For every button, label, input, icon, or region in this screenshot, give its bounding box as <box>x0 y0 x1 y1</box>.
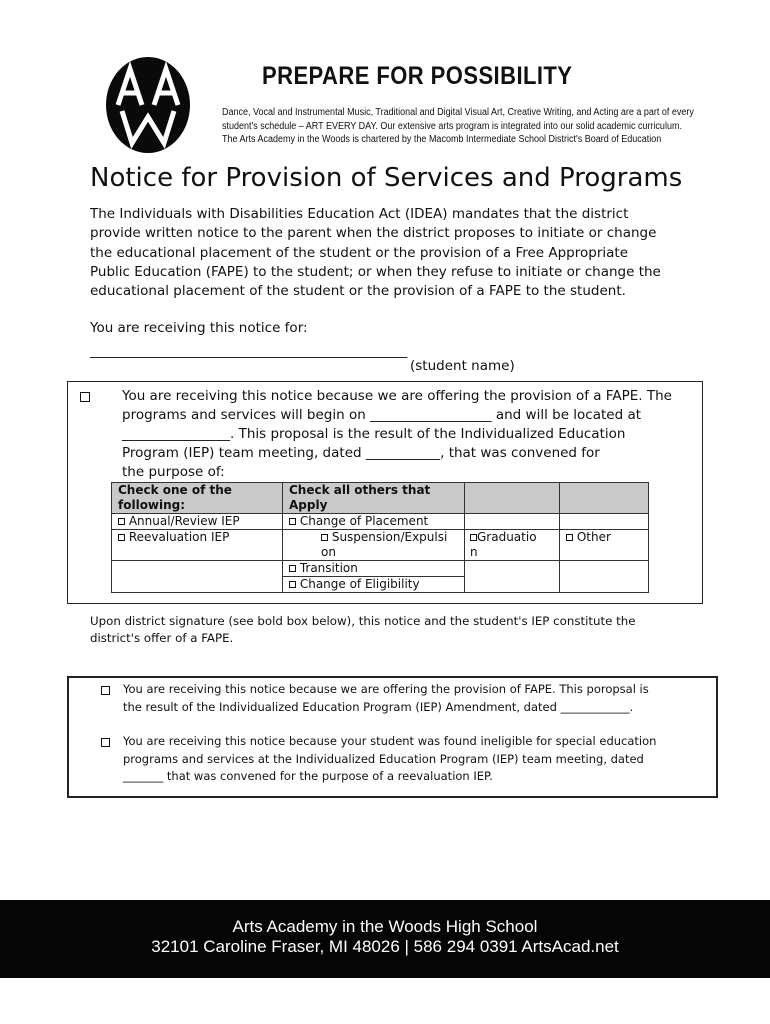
intro-paragraph: The Individuals with Disabilities Education Act (IDEA) mandates that the district provide written notice to the parent when the district proposes to initiate or change the educational placement of the student or the provision of a Free Appropriate Public Education (FAPE) to the student; or when they refuse to initiate or change the educational placement of the student or the provision of a FAPE to the student. <box>90 206 661 300</box>
tagline-title: PREPARE FOR POSSIBILITY <box>262 62 573 90</box>
footer-school-name: Arts Academy in the Woods High School <box>232 917 538 936</box>
ineligible-text: You are receiving this notice because your student was found ineligible for special education programs and services at the Individualized Education Program (IEP) team meeting, dated _______ that was convened for the purpose of a reevaluation IEP. <box>123 734 657 783</box>
option-suspension[interactable]: Suspension/Expulsi on <box>283 530 465 561</box>
student-name-field[interactable]: _______________________________________________ <box>90 343 408 359</box>
header-empty-1 <box>465 483 560 514</box>
purpose-table <box>111 482 649 593</box>
ineligible-checkbox[interactable] <box>101 738 110 747</box>
student-name-label: (student name) <box>410 358 515 374</box>
page-title: Notice for Provision of Services and Programs <box>90 163 683 193</box>
checkbox-icon[interactable] <box>289 581 296 588</box>
option-other[interactable]: Other <box>560 530 649 561</box>
tagline-subtitle: Dance, Vocal and Instrumental Music, Traditional and Digital Visual Art, Creative Writing, and Acting are a part of every student's schedule – ART EVERY DAY. Our extensive arts program is integrated into our solid academic curriculum. The Arts Academy in the Woods is chartered by the Macomb Intermediate School District's Board of Education <box>222 107 694 145</box>
header-check-one: Check one of the following: <box>112 483 283 514</box>
district-signature-note: Upon district signature (see bold box below), this notice and the student's IEP constitute the district's offer of a FAPE. <box>90 614 636 645</box>
amendment-text: You are receiving this notice because we are offering the provision of FAPE. This poropsal is the result of the Individualized Education Program (IEP) Amendment, dated ____________. <box>123 682 649 714</box>
amendment-box <box>67 676 718 798</box>
checkbox-icon[interactable] <box>118 518 125 525</box>
empty-cell <box>560 514 649 530</box>
header-check-all: Check all others that Apply <box>283 483 465 514</box>
option-change-placement[interactable]: Change of Placement <box>283 514 465 530</box>
checkbox-icon[interactable] <box>321 534 328 541</box>
school-logo <box>104 55 192 155</box>
empty-cell <box>560 561 649 593</box>
checkbox-icon[interactable] <box>289 565 296 572</box>
option-graduation[interactable]: Graduatio n <box>465 530 560 561</box>
option-change-eligibility[interactable]: Change of Eligibility <box>283 577 465 593</box>
empty-cell <box>465 514 560 530</box>
fape-offer-checkbox[interactable] <box>80 392 90 402</box>
fape-offer-text: You are receiving this notice because we are offering the provision of a FAPE. The programs and services will begin on __________________ and will be located at ________________. This proposal is the result of the Individualized Education Program (IEP) team meeting, dated ___________, that was convened for the purpose of: <box>122 388 672 480</box>
empty-cell <box>112 561 283 593</box>
checkbox-icon[interactable] <box>289 518 296 525</box>
checkbox-icon[interactable] <box>566 534 573 541</box>
fape-offer-box <box>67 381 703 604</box>
footer-address: 32101 Caroline Fraser, MI 48026 | 586 294 0391 ArtsAcad.net <box>151 937 619 956</box>
option-transition[interactable]: Transition <box>283 561 465 577</box>
option-annual-review[interactable]: Annual/Review IEP <box>112 514 283 530</box>
option-reevaluation[interactable]: Reevaluation IEP <box>112 530 283 561</box>
empty-cell <box>465 561 560 593</box>
footer <box>0 900 770 978</box>
amendment-checkbox[interactable] <box>101 686 110 695</box>
header-empty-2 <box>560 483 649 514</box>
receiving-label: You are receiving this notice for: <box>90 320 308 336</box>
checkbox-icon[interactable] <box>470 534 477 541</box>
checkbox-icon[interactable] <box>118 534 125 541</box>
